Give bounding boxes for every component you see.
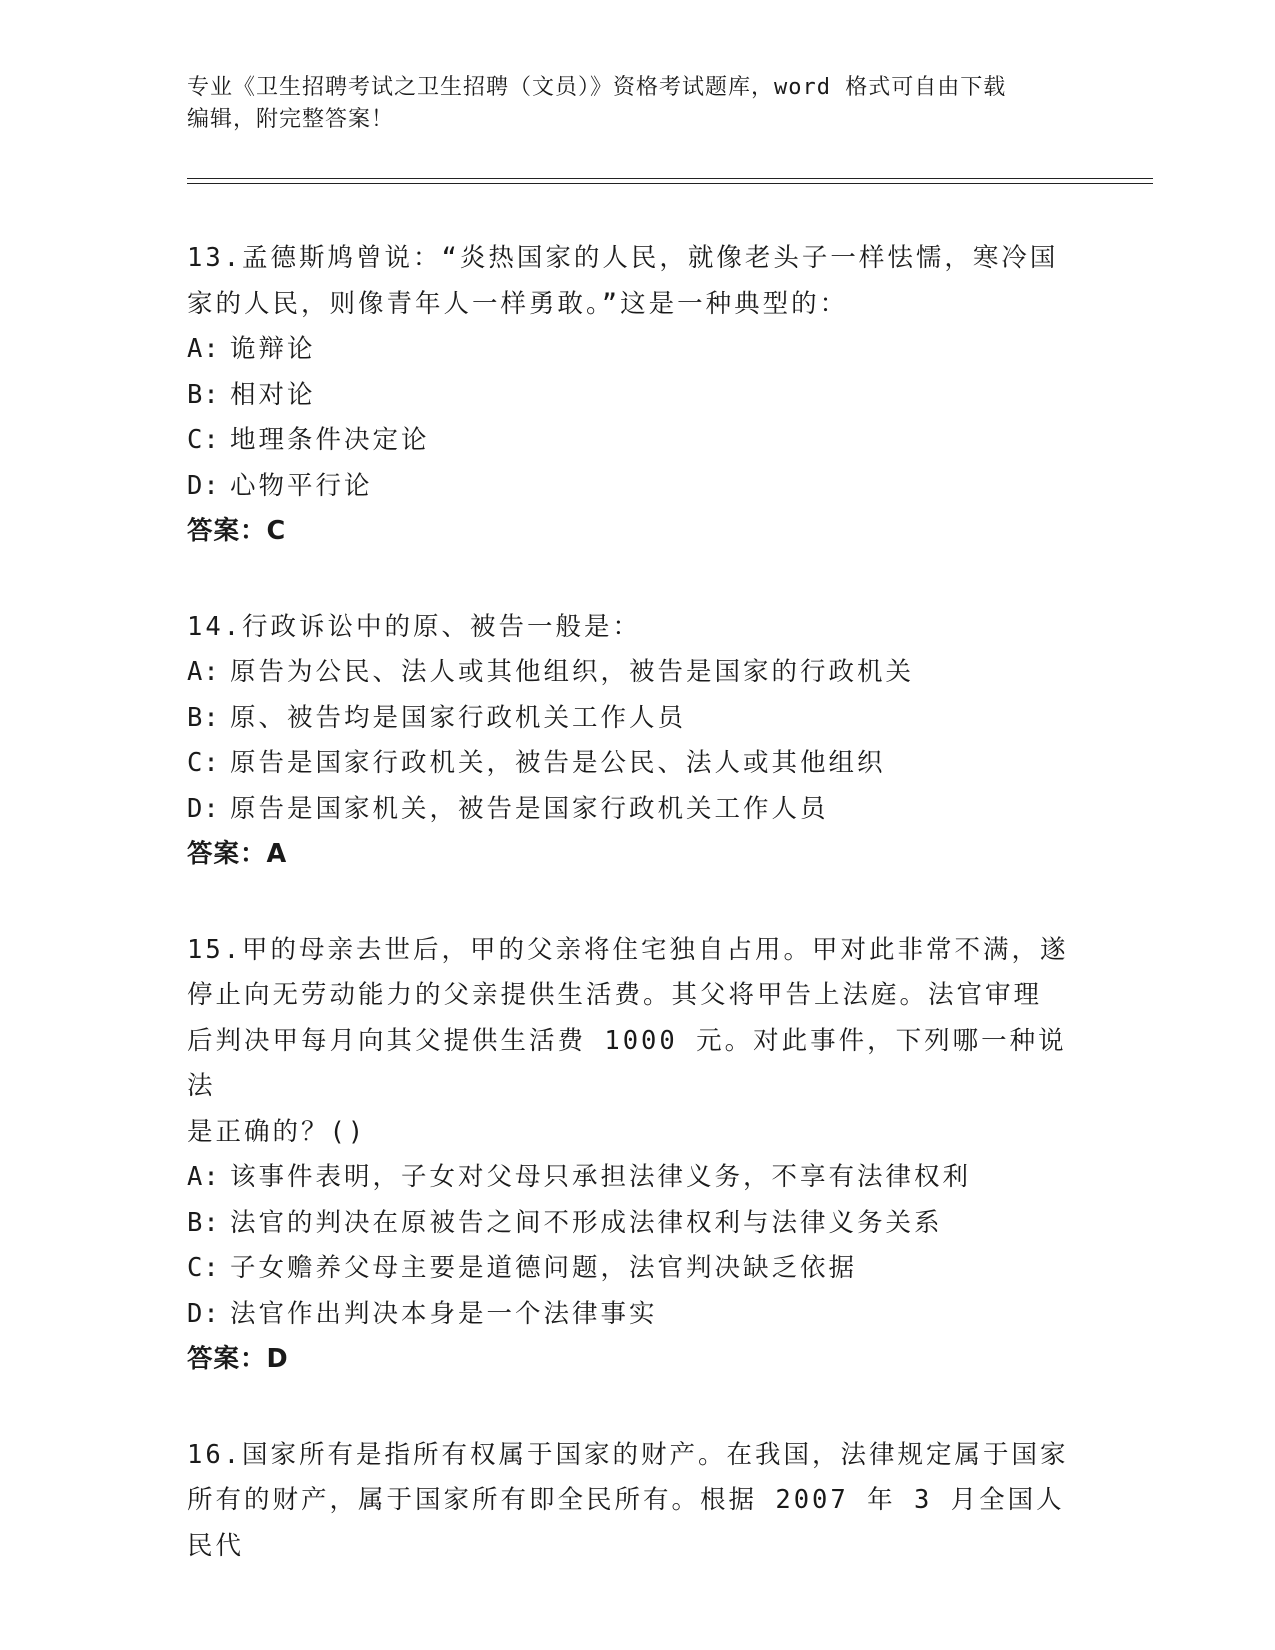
option-d bbox=[187, 464, 1087, 510]
option-key: A: bbox=[187, 334, 220, 364]
question-stem-line: 16.国家所有是指所有权属于国家的财产。在我国，法律规定属于国家 bbox=[187, 1439, 1069, 1470]
option-text: 原告为公民、法人或其他组织，被告是国家的行政机关 bbox=[230, 657, 915, 687]
question-stem-line: 14.行政诉讼中的原、被告一般是： bbox=[187, 611, 642, 642]
question-stem-line: 是正确的？() bbox=[187, 1116, 367, 1147]
option-c bbox=[187, 741, 1087, 787]
option-d bbox=[187, 787, 1087, 833]
option-key: A: bbox=[187, 657, 220, 687]
question-14 bbox=[187, 605, 1087, 878]
option-text: 原告是国家机关，被告是国家行政机关工作人员 bbox=[230, 793, 829, 824]
question-stem-line: 13.孟德斯鸠曾说：“炎热国家的人民，就像老头子一样怯懦，寒冷国 bbox=[187, 243, 1059, 273]
option-key: B: bbox=[187, 1207, 220, 1238]
question-stem-line: 15.甲的母亲去世后，甲的父亲将住宅独自占用。甲对此非常不满，遂 bbox=[187, 934, 1069, 965]
question-stem-line: 停止向无劳动能力的父亲提供生活费。其父将甲告上法庭。法官审理 bbox=[187, 980, 1043, 1010]
header-divider-top bbox=[187, 178, 1153, 179]
option-key: B: bbox=[187, 702, 220, 733]
option-text: 原、被告均是国家行政机关工作人员 bbox=[230, 702, 687, 733]
option-key: D: bbox=[187, 1298, 220, 1329]
question-13 bbox=[187, 236, 1087, 555]
option-a bbox=[187, 1155, 1087, 1201]
answer-line: 答案：D bbox=[187, 1344, 289, 1374]
question-15 bbox=[187, 928, 1087, 1383]
option-text: 该事件表明，子女对父母只承担法律义务，不享有法律权利 bbox=[230, 1162, 972, 1192]
option-text: 子女赡养父母主要是道德问题，法官判决缺乏依据 bbox=[230, 1253, 858, 1283]
option-text: 心物平行论 bbox=[230, 470, 373, 501]
option-key: D: bbox=[187, 470, 220, 501]
option-text: 地理条件决定论 bbox=[230, 425, 430, 455]
option-c bbox=[187, 418, 1087, 464]
question-16 bbox=[187, 1433, 1087, 1570]
answer-line: 答案：C bbox=[187, 516, 287, 546]
option-b bbox=[187, 373, 1087, 419]
option-key: C: bbox=[187, 748, 220, 778]
option-c bbox=[187, 1246, 1087, 1292]
option-text: 法官的判决在原被告之间不形成法律权利与法律义务关系 bbox=[230, 1207, 943, 1238]
option-text: 原告是国家行政机关，被告是公民、法人或其他组织 bbox=[230, 748, 886, 778]
question-stem-line: 后判决甲每月向其父提供生活费 1000 元。对此事件，下列哪一种说法 bbox=[187, 1025, 1067, 1101]
option-b bbox=[187, 696, 1087, 742]
option-key: B: bbox=[187, 379, 220, 410]
question-list bbox=[187, 236, 1087, 1569]
header-line-1: 专业《卫生招聘考试之卫生招聘（文员）》资格考试题库，word 格式可自由下载 bbox=[187, 75, 1007, 100]
option-key: D: bbox=[187, 793, 220, 824]
option-a bbox=[187, 650, 1087, 696]
option-text: 诡辩论 bbox=[230, 334, 316, 364]
option-b bbox=[187, 1201, 1087, 1247]
option-key: C: bbox=[187, 425, 220, 455]
header-line-2: 编辑，附完整答案！ bbox=[187, 107, 395, 132]
option-key: A: bbox=[187, 1162, 220, 1192]
option-key: C: bbox=[187, 1253, 220, 1283]
option-a bbox=[187, 327, 1087, 373]
option-text: 相对论 bbox=[230, 379, 316, 410]
option-d bbox=[187, 1292, 1087, 1338]
answer-line: 答案：A bbox=[187, 839, 288, 869]
question-stem-line: 所有的财产，属于国家所有即全民所有。根据 2007 年 3 月全国人民代 bbox=[187, 1485, 1065, 1561]
option-text: 法官作出判决本身是一个法律事实 bbox=[230, 1298, 658, 1329]
question-stem-line: 家的人民，则像青年人一样勇敢。”这是一种典型的： bbox=[187, 288, 849, 319]
header-divider-bottom bbox=[187, 183, 1153, 184]
document-header bbox=[187, 72, 1067, 136]
